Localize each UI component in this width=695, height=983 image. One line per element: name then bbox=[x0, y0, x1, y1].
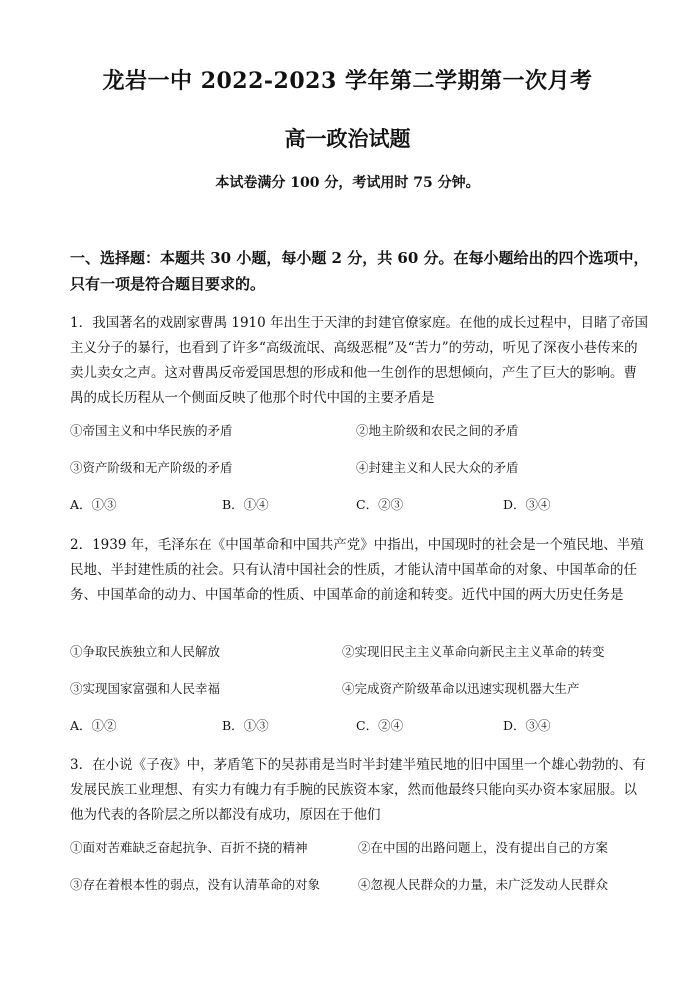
question-3-option-4: ④忽视人民群众的力量，未广泛发动人民群众 bbox=[358, 877, 609, 892]
question-1-answer-d: D．③④ bbox=[503, 497, 551, 512]
question-3-option-2: ②在中国的出路问题上，没有提出自己的方案 bbox=[358, 840, 609, 855]
question-3-option-3: ③存在着根本性的弱点，没有认清革命的对象 bbox=[70, 877, 321, 892]
question-2-answer-b: B．①③ bbox=[222, 718, 269, 733]
exam-note: 本试卷满分 100 分，考试用时 75 分钟。 bbox=[215, 175, 480, 191]
question-2-stem: 2．1939 年，毛泽东在《中国革命和中国共产党》中指出，中国现时的社会是一个殖民地、半殖民地、半封建性质的社会。只有认清中国社会的性质，才能认清中国革命的对象、中国革命的任务、中国革命的动力、中国革命的性质、中国革命的前途和转变。近代中国的两大历史任务是 bbox=[70, 537, 644, 603]
question-1-option-1: ①帝国主义和中华民族的矛盾 bbox=[70, 423, 233, 438]
question-2-option-2: ②实现旧民主主义革命向新民主主义革命的转变 bbox=[342, 644, 605, 659]
question-2-answer-a: A．①② bbox=[70, 718, 117, 733]
question-2-answer-d: D．③④ bbox=[503, 718, 551, 733]
question-2-answer-c: C．②④ bbox=[356, 718, 404, 733]
exam-title: 龙岩一中 2022-2023 学年第二学期第一次月考 bbox=[102, 68, 593, 94]
question-2-option-3: ③实现国家富强和人民幸福 bbox=[70, 681, 221, 696]
question-2-option-1: ①争取民族独立和人民解放 bbox=[70, 644, 221, 659]
question-3-stem: 3．在小说《子夜》中，茅盾笔下的吴荪甫是当时半封建半殖民地的旧中国里一个雄心勃勃的、有发展民族工业理想、有实力有魄力有手腕的民族资本家，然而他最终只能向买办资本家屈服。以他为代表的各阶层之所以都没有成功，原因在于他们 bbox=[70, 757, 646, 823]
question-1-answer-b: B．①④ bbox=[222, 497, 269, 512]
question-2-option-4: ④完成资产阶级革命以迅速实现机器大生产 bbox=[342, 681, 580, 696]
exam-subject-title: 高一政治试题 bbox=[284, 126, 411, 151]
question-3-option-1: ①面对苦难缺乏奋起抗争、百折不挠的精神 bbox=[70, 840, 308, 855]
question-1-stem: 1．我国著名的戏剧家曹禺 1910 年出生于天津的封建官僚家庭。在他的成长过程中，目睹了帝国主义分子的暴行，也看到了许多“高级流氓、高级恶棍”及“苦力”的劳动，听见了深夜小巷传来的卖儿卖女之声。这对曹禺反帝爱国思想的形成和他一生创作的思想倾向，产生了巨大的影响。曹禺的成长历程从一个侧面反映了他那个时代中国的主要矛盾是 bbox=[70, 315, 649, 406]
question-1-option-4: ④封建主义和人民大众的矛盾 bbox=[356, 460, 519, 475]
section-heading: 一、选择题：本题共 30 小题，每小题 2 分，共 60 分。在每小题给出的四个选项中，只有一项是符合题目要求的。 bbox=[70, 249, 649, 293]
question-1-option-3: ③资产阶级和无产阶级的矛盾 bbox=[70, 460, 233, 475]
question-1-option-2: ②地主阶级和农民之间的矛盾 bbox=[356, 423, 519, 438]
question-1-answer-a: A．①③ bbox=[70, 497, 117, 512]
question-1-answer-c: C．②③ bbox=[356, 497, 404, 512]
